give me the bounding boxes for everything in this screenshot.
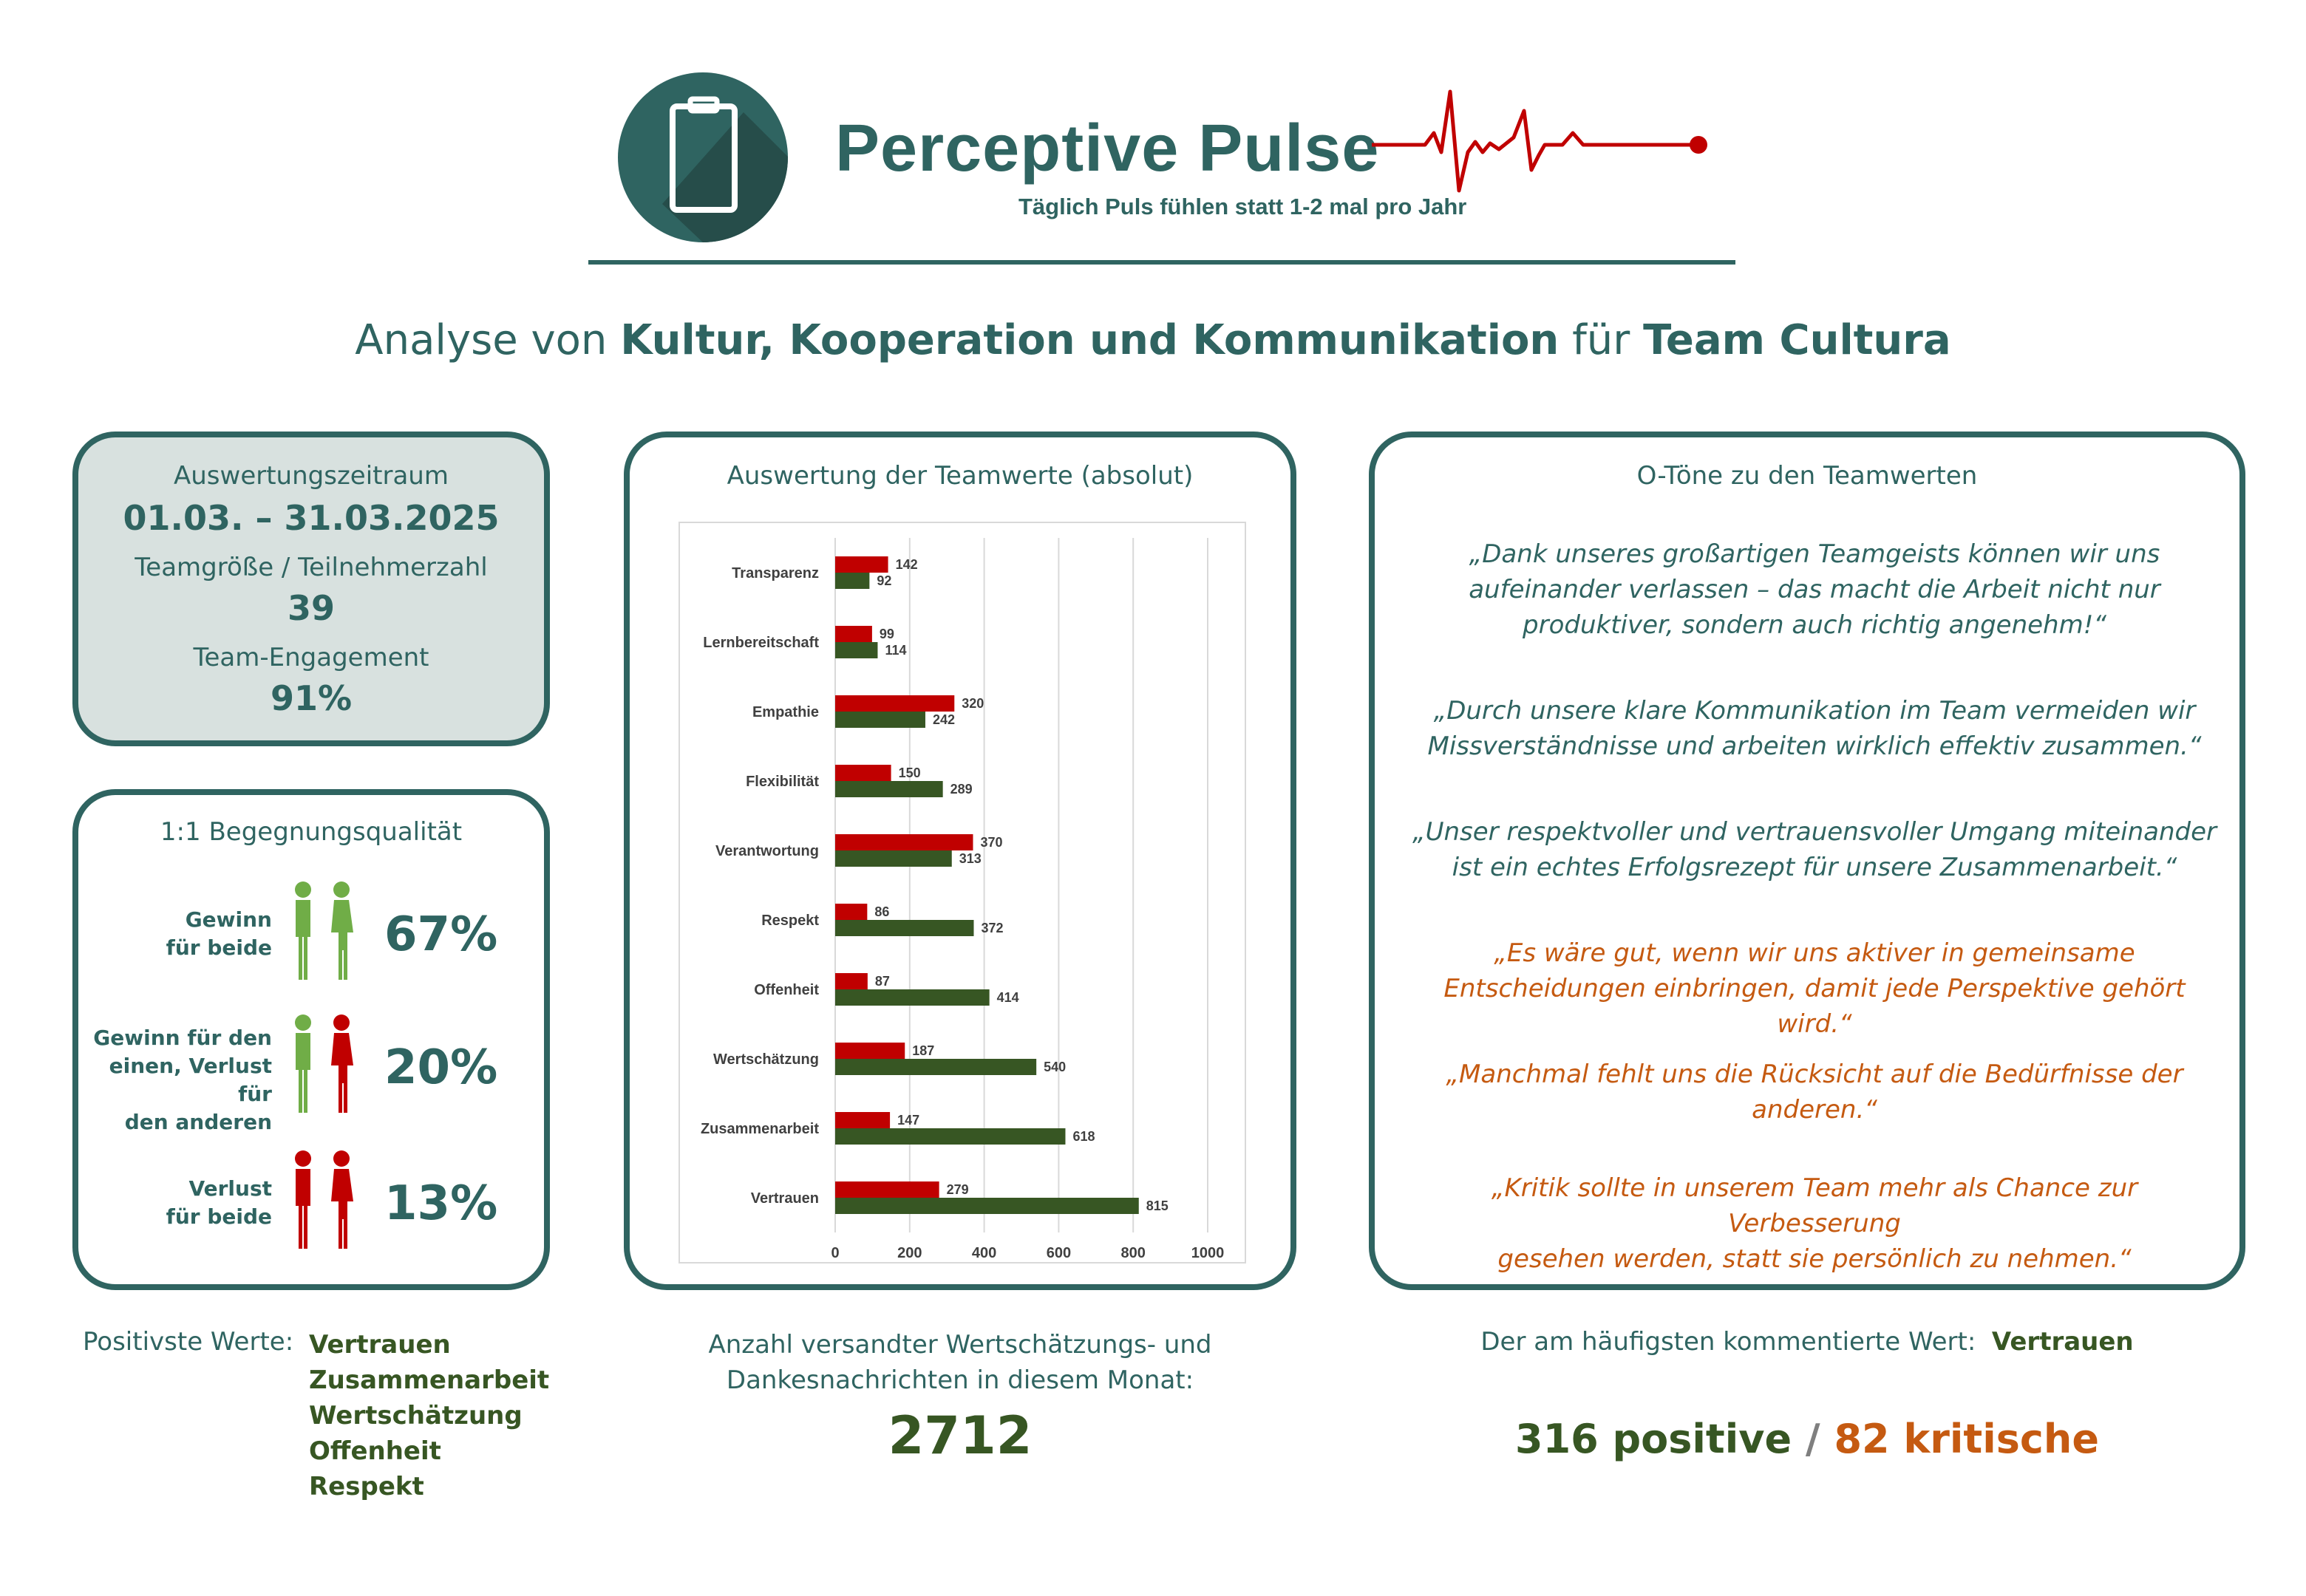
positive-value: Vertrauen	[309, 1330, 451, 1360]
category-label: Verantwortung	[715, 843, 819, 859]
data-label: 815	[1146, 1198, 1169, 1213]
category-label: Flexibilität	[746, 774, 819, 790]
category-label: Vertrauen	[750, 1190, 819, 1207]
category-label: Zusammenarbeit	[700, 1121, 819, 1137]
positive-value: Wertschätzung	[309, 1401, 523, 1430]
data-label: 142	[895, 557, 918, 572]
comment-counts	[1369, 1416, 2245, 1462]
messages-label	[624, 1327, 1296, 1398]
x-tick-label: 1000	[1191, 1245, 1225, 1261]
team-size-label: Teamgröße / Teilnehmerzahl	[135, 553, 488, 582]
quote-line: „Kritik sollte in unserem Team mehr als Chance zur Verbesserung	[1491, 1173, 2138, 1238]
bar	[835, 920, 973, 936]
bar	[835, 1043, 905, 1059]
data-label: 242	[932, 712, 956, 727]
positive-value: Respekt	[309, 1472, 424, 1501]
data-label: 279	[946, 1182, 969, 1197]
bar	[835, 642, 877, 658]
x-tick-label: 400	[971, 1245, 997, 1261]
separator: /	[1805, 1416, 1820, 1462]
quote-line: Missverständnisse und arbeiten wirklich effektiv zusammen.“	[1427, 732, 2202, 761]
quote-line: anderen.“	[1752, 1095, 1877, 1125]
bar	[835, 973, 868, 989]
data-label: 114	[885, 643, 907, 658]
label-line: für beide	[166, 935, 272, 960]
category-label: Empathie	[752, 704, 819, 720]
data-label: 540	[1044, 1060, 1067, 1074]
bar	[835, 1198, 1139, 1214]
bar	[835, 1181, 939, 1198]
bar	[835, 765, 891, 781]
label-line: Anzahl versandter Wertschätzungs- und	[708, 1330, 1212, 1360]
messages-count: 2712	[888, 1405, 1033, 1466]
quotes-title: O-Töne zu den Teamwerten	[1636, 461, 1978, 491]
data-label: 99	[879, 627, 894, 641]
quote-critical	[1404, 1170, 2225, 1277]
quote-line: produktiver, sondern auch richtig angenehm!“	[1523, 610, 2106, 640]
data-label: 313	[959, 851, 982, 866]
meeting-row-label	[78, 1024, 272, 1136]
bar	[835, 850, 952, 867]
quote-line: „Dank unseres großartigen Teamgeists können wir uns	[1469, 539, 2160, 569]
pulse-line-icon	[1367, 81, 1715, 200]
data-label: 320	[962, 696, 984, 711]
meeting-row-value: 67%	[384, 907, 498, 962]
brand-subtitle: Täglich Puls fühlen statt 1-2 mal pro Jahr	[1018, 194, 1467, 219]
headline-part: für	[1559, 316, 1644, 364]
quote-positive	[1404, 814, 2225, 885]
x-tick-label: 800	[1120, 1245, 1146, 1261]
positive-count: 316 positive	[1515, 1416, 1792, 1462]
quote-line: „Es wäre gut, wenn wir uns aktiver in gemeinsame	[1494, 938, 2135, 968]
positive-values-list	[309, 1327, 549, 1504]
meeting-row-label	[78, 1175, 272, 1231]
bar	[835, 626, 872, 642]
engagement-value: 91%	[270, 678, 353, 718]
headline-team: Team Cultura	[1643, 316, 1951, 364]
quote-critical	[1404, 935, 2225, 1042]
meeting-row-label	[78, 906, 272, 962]
period-label: Auswertungszeitraum	[174, 461, 449, 491]
headline-topic: Kultur, Kooperation und Kommunikation	[620, 316, 1560, 364]
category-label: Lernbereitschaft	[703, 635, 819, 651]
meeting-row-value: 13%	[384, 1176, 498, 1231]
positive-value: Offenheit	[309, 1436, 441, 1466]
two-people-win-lose-icon	[282, 1012, 364, 1116]
data-label: 370	[980, 835, 1003, 850]
quotes-panel	[1369, 432, 2245, 1290]
bar-chart-svg	[680, 523, 1245, 1262]
meeting-quality-panel	[72, 789, 550, 1290]
data-label: 147	[897, 1113, 920, 1128]
bar	[835, 573, 869, 589]
x-tick-label: 600	[1046, 1245, 1072, 1261]
label-line: einen, Verlust für	[109, 1054, 272, 1106]
category-label: Transparenz	[732, 565, 819, 582]
most-commented-value: Vertrauen	[1991, 1327, 2134, 1357]
period-value: 01.03. – 31.03.2025	[123, 498, 500, 538]
label-line: Gewinn für den	[93, 1026, 272, 1050]
bar	[835, 781, 943, 797]
team-size-value: 39	[287, 588, 335, 628]
bar	[835, 1112, 890, 1128]
label-line: Gewinn	[185, 907, 272, 932]
bar-chart	[678, 522, 1246, 1264]
data-label: 618	[1072, 1129, 1095, 1144]
data-label: 92	[877, 573, 892, 588]
quote-line: aufeinander verlassen – das macht die Arbeit nicht nur	[1469, 575, 2160, 604]
quote-line: „Durch unsere klare Kommunikation im Team vermeiden wir	[1433, 696, 2196, 726]
quote-line: Entscheidungen einbringen, damit jede Perspektive gehört wird.“	[1443, 974, 2186, 1039]
positive-values-label: Positivste Werte:	[83, 1327, 294, 1357]
data-label: 150	[898, 765, 921, 780]
page-headline	[0, 316, 2306, 364]
header-divider	[588, 260, 1735, 265]
quote-critical	[1404, 1057, 2225, 1128]
bar	[835, 712, 925, 728]
data-label: 289	[950, 782, 973, 797]
logo	[618, 72, 788, 242]
bar	[835, 1128, 1065, 1145]
data-label: 414	[996, 990, 1019, 1005]
bar	[835, 695, 954, 712]
bar	[835, 904, 867, 920]
headline-part: Analyse von	[355, 316, 621, 364]
label-line: Verlust	[188, 1176, 272, 1201]
meeting-row-value: 20%	[384, 1040, 498, 1095]
clipboard-icon	[618, 72, 788, 242]
bar	[835, 1059, 1036, 1075]
meeting-quality-title: 1:1 Begegnungsqualität	[160, 817, 463, 847]
chart-title: Auswertung der Teamwerte (absolut)	[727, 461, 1194, 491]
chart-panel	[624, 432, 1296, 1290]
critical-count: 82 kritische	[1834, 1416, 2099, 1462]
quote-line: „Unser respektvoller und vertrauensvoller Umgang miteinander	[1412, 817, 2217, 847]
data-label: 86	[874, 904, 890, 919]
most-commented	[1369, 1327, 2245, 1357]
label-line: für beide	[166, 1204, 272, 1229]
bar	[835, 834, 973, 850]
data-label: 87	[874, 974, 890, 989]
x-tick-label: 200	[897, 1245, 922, 1261]
category-label: Wertschätzung	[713, 1051, 819, 1068]
two-people-lose-lose-icon	[282, 1148, 364, 1252]
label-line: Dankesnachrichten in diesem Monat:	[726, 1365, 1194, 1395]
quote-line: ist ein echtes Erfolgsrezept für unsere Zusammenarbeit.“	[1452, 853, 2177, 882]
label-line: den anderen	[124, 1110, 272, 1134]
data-label: 187	[912, 1043, 935, 1058]
quote-positive	[1404, 693, 2225, 764]
quote-positive	[1404, 536, 2225, 643]
brand-title: Perceptive Pulse	[835, 112, 1380, 185]
category-label: Respekt	[761, 913, 819, 929]
x-tick-label: 0	[831, 1245, 840, 1261]
period-panel	[72, 432, 550, 746]
positive-value: Zusammenarbeit	[309, 1365, 550, 1395]
category-label: Offenheit	[754, 982, 819, 998]
most-commented-label: Der am häufigsten kommentierte Wert:	[1480, 1327, 1976, 1357]
two-people-win-win-icon	[282, 879, 364, 983]
engagement-label: Team-Engagement	[193, 643, 429, 672]
quote-line: gesehen werden, statt sie persönlich zu nehmen.“	[1497, 1244, 2132, 1274]
bar	[835, 556, 888, 573]
bar	[835, 989, 990, 1006]
data-label: 372	[981, 921, 1004, 935]
quote-line: „Manchmal fehlt uns die Rücksicht auf die Bedürfnisse der	[1446, 1060, 2183, 1089]
